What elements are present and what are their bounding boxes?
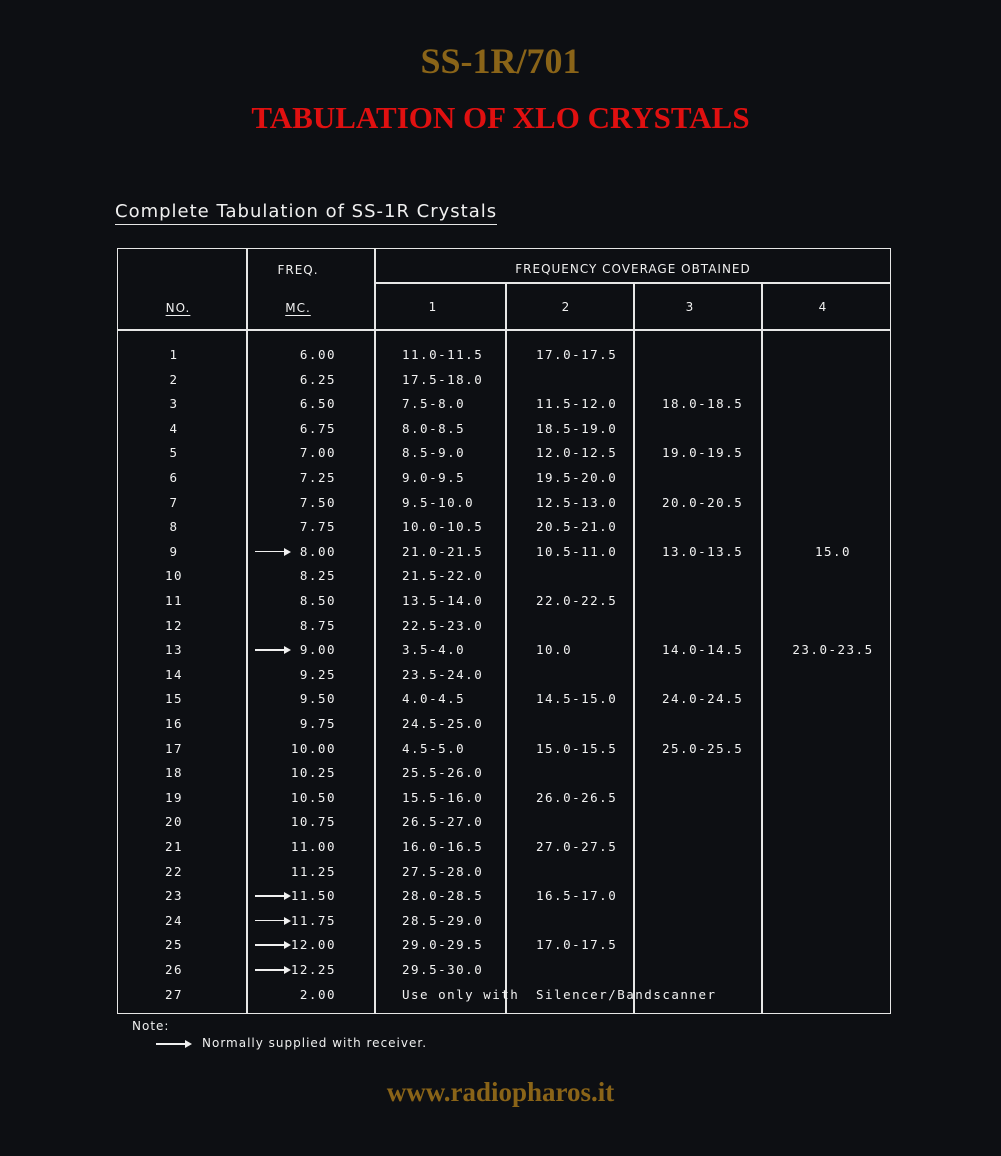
cell-no: 20 [164, 814, 184, 830]
cell-freq: 12.25 [290, 962, 336, 977]
cell-no: 6 [169, 470, 179, 485]
cell-no: 2 [169, 371, 179, 387]
cell-coverage-3: 25.0-25.5 [662, 740, 744, 756]
divider-freq-coverage [374, 249, 376, 1013]
cell-coverage-2: 15.0-15.5 [536, 740, 618, 756]
cell-coverage-2: 16.5-17.0 [536, 888, 618, 904]
cell-freq: 9.50 [299, 691, 336, 707]
cell-no: 19 [164, 789, 184, 805]
cell-no: 15 [164, 691, 184, 707]
cell-freq: 7.25 [299, 470, 336, 485]
cell-coverage-1: 10.0-10.5 [402, 519, 484, 535]
cell-freq: 6.75 [299, 420, 336, 436]
cell-coverage-2: 11.5-12.0 [536, 396, 618, 412]
cell-coverage-1: 13.5-14.0 [402, 593, 484, 608]
header-col-4: 4 [818, 300, 828, 314]
cell-coverage-2: 26.0-26.5 [536, 789, 618, 805]
cell-no: 11 [164, 593, 184, 608]
cell-coverage-3: 18.0-18.5 [662, 396, 744, 412]
cell-coverage-2: 10.0 [536, 642, 573, 658]
arrow-right-icon [255, 965, 291, 975]
cell-coverage-1: 4.5-5.0 [402, 740, 466, 756]
cell-coverage-2: 14.5-15.0 [536, 691, 618, 707]
cell-coverage-2: 19.5-20.0 [536, 470, 618, 485]
cell-coverage-2: 17.0-17.5 [536, 937, 618, 953]
arrow-right-icon [255, 645, 291, 655]
cell-coverage-1: Use only with [402, 986, 520, 1002]
cell-coverage-3: 20.0-20.5 [662, 494, 744, 510]
cell-freq: 8.50 [299, 593, 336, 608]
cell-freq: 7.75 [299, 519, 336, 535]
cell-freq: 10.75 [290, 814, 336, 830]
cell-coverage-1: 29.0-29.5 [402, 937, 484, 953]
page-title: SS-1R/701 [420, 41, 581, 81]
header-col-2: 2 [561, 300, 571, 314]
cell-coverage-1: 16.0-16.5 [402, 839, 484, 854]
cell-coverage-1: 26.5-27.0 [402, 814, 484, 830]
cell-freq: 8.75 [299, 617, 336, 633]
cell-coverage-2: 18.5-19.0 [536, 420, 618, 436]
cell-freq: 8.00 [299, 543, 336, 559]
header-col-3: 3 [685, 300, 695, 314]
cell-freq: 10.00 [290, 740, 336, 756]
cell-coverage-1: 21.0-21.5 [402, 543, 484, 559]
cell-coverage-3: 19.0-19.5 [662, 445, 744, 461]
cell-no: 27 [164, 986, 184, 1002]
cell-coverage-1: 7.5-8.0 [402, 396, 466, 412]
cell-no: 16 [164, 716, 184, 731]
cell-no: 8 [169, 519, 179, 535]
cell-freq: 6.00 [299, 347, 336, 362]
cell-coverage-4: 15.0 [814, 543, 852, 559]
divider-col3-col4 [761, 283, 763, 1013]
note-label: Note: [132, 1019, 170, 1033]
cell-no: 25 [164, 937, 184, 953]
cell-freq: 8.25 [299, 568, 336, 584]
cell-coverage-1: 11.0-11.5 [402, 347, 484, 362]
cell-no: 18 [164, 765, 184, 781]
divider-col2-col3 [633, 283, 635, 1013]
cell-no: 21 [164, 839, 184, 854]
cell-freq: 10.25 [290, 765, 336, 781]
cell-coverage-2: 12.0-12.5 [536, 445, 618, 461]
cell-no: 4 [169, 420, 179, 436]
cell-coverage-1: 29.5-30.0 [402, 962, 484, 977]
cell-coverage-1: 22.5-23.0 [402, 617, 484, 633]
cell-coverage-1: 27.5-28.0 [402, 863, 484, 879]
cell-no: 1 [169, 347, 179, 362]
cell-no: 9 [169, 543, 179, 559]
cell-coverage-2: 17.0-17.5 [536, 347, 618, 362]
cell-freq: 6.25 [299, 371, 336, 387]
cell-coverage-3: 24.0-24.5 [662, 691, 744, 707]
cell-coverage-1: 23.5-24.0 [402, 666, 484, 682]
divider-col1-col2 [505, 283, 507, 1013]
header-freq-unit: MC. [285, 301, 311, 315]
cell-coverage-4: 23.0-23.5 [792, 642, 874, 658]
cell-no: 5 [169, 445, 179, 461]
cell-coverage-1: 4.0-4.5 [402, 691, 466, 707]
cell-no: 23 [164, 888, 184, 904]
cell-coverage-2: 22.0-22.5 [536, 593, 618, 608]
footer-url: www.radiopharos.it [386, 1077, 615, 1107]
cell-coverage-2: Silencer/Bandscanner [536, 986, 717, 1002]
header-col-1: 1 [428, 300, 438, 314]
cell-freq: 6.50 [299, 396, 336, 412]
divider-header-body [118, 329, 890, 331]
cell-coverage-2: 10.5-11.0 [536, 543, 618, 559]
cell-freq: 11.25 [290, 863, 336, 879]
cell-coverage-1: 8.0-8.5 [402, 420, 466, 436]
arrow-right-icon [255, 547, 291, 557]
cell-coverage-1: 21.5-22.0 [402, 568, 484, 584]
header-coverage: FREQUENCY COVERAGE OBTAINED [515, 262, 751, 276]
cell-freq: 7.50 [299, 494, 336, 510]
cell-coverage-1: 9.0-9.5 [402, 470, 466, 485]
cell-coverage-1: 8.5-9.0 [402, 445, 466, 461]
cell-freq: 10.50 [290, 789, 336, 805]
cell-no: 26 [164, 962, 184, 977]
cell-coverage-1: 3.5-4.0 [402, 642, 466, 658]
cell-freq: 11.50 [290, 888, 336, 904]
note-text: Normally supplied with receiver. [202, 1036, 428, 1050]
cell-freq: 11.75 [290, 912, 336, 928]
cell-coverage-3: 13.0-13.5 [662, 543, 744, 559]
table-heading: Complete Tabulation of SS-1R Crystals [115, 201, 497, 225]
cell-no: 24 [164, 912, 184, 928]
cell-freq: 2.00 [299, 986, 336, 1002]
cell-coverage-1: 24.5-25.0 [402, 716, 484, 731]
arrow-right-icon [156, 1039, 192, 1049]
cell-freq: 9.75 [299, 716, 336, 731]
cell-freq: 9.00 [299, 642, 336, 658]
header-freq: FREQ. [277, 263, 319, 277]
cell-coverage-1: 28.5-29.0 [402, 912, 484, 928]
cell-freq: 11.00 [290, 839, 336, 854]
cell-freq: 9.25 [299, 666, 336, 682]
cell-no: 17 [164, 740, 184, 756]
cell-coverage-2: 27.0-27.5 [536, 839, 618, 854]
cell-coverage-1: 17.5-18.0 [402, 371, 484, 387]
page-subtitle: TABULATION OF XLO CRYSTALS [251, 100, 750, 135]
arrow-right-icon [255, 916, 291, 926]
cell-coverage-3: 14.0-14.5 [662, 642, 744, 658]
cell-coverage-2: 20.5-21.0 [536, 519, 618, 535]
cell-coverage-1: 25.5-26.0 [402, 765, 484, 781]
divider-coverage-header [374, 282, 890, 284]
cell-freq: 7.00 [299, 445, 336, 461]
cell-coverage-2: 12.5-13.0 [536, 494, 618, 510]
cell-no: 3 [169, 396, 179, 412]
cell-freq: 12.00 [290, 937, 336, 953]
cell-no: 14 [164, 666, 184, 682]
arrow-right-icon [255, 891, 291, 901]
header-no: NO. [165, 301, 191, 315]
cell-no: 13 [164, 642, 184, 658]
divider-no-freq [246, 249, 248, 1013]
cell-no: 22 [164, 863, 184, 879]
cell-coverage-1: 9.5-10.0 [402, 494, 475, 510]
cell-no: 10 [164, 568, 184, 584]
arrow-right-icon [255, 940, 291, 950]
cell-coverage-1: 15.5-16.0 [402, 789, 484, 805]
cell-no: 7 [169, 494, 179, 510]
crystal-table [117, 248, 891, 1014]
cell-coverage-1: 28.0-28.5 [402, 888, 484, 904]
cell-no: 12 [164, 617, 184, 633]
